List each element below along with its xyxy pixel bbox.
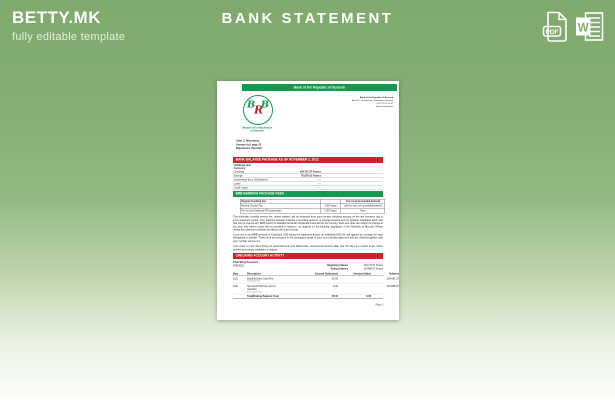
- disclosure-paragraph: This automatic monthly service fee, unless waived, will be deducted from your primary checking account on the last business day of each statement period. Your banking package includes a checking account, a savings account and an optional Cashback debit card that can be used at any BRB branch or affiliated terminal in Bujumbura and across the country. Fees and rates are subject to change at any time and written notice will be provided in advance, as required by the banking regulations of the Republic of Burundi. Please review this statement carefully and keep it for your records.: [232, 215, 383, 231]
- svg-text:PDF: PDF: [545, 29, 559, 36]
- logo-caption: Banque de la République du Burundi: [242, 126, 272, 133]
- bank-address-block: [352, 96, 393, 108]
- statement-body: [232, 157, 399, 307]
- transaction-row: 11/5 Monthly Debit Card Fee (standard fee) 20.00 104,691.57: [232, 276, 399, 283]
- fees-table-row: Fee for use Cashback ATM transaction 2.00 Francs None: [240, 208, 384, 213]
- svg-text:W: W: [577, 22, 589, 35]
- balance-summary: [306, 264, 383, 271]
- download-actions: [542, 11, 605, 46]
- balance-row: Credit Cards -----: [233, 186, 383, 190]
- activity-table-header: Date Description Amount Subtracted Amount Added Balance: [232, 272, 399, 276]
- logo-letter: B: [260, 98, 269, 110]
- account-number: 87654321: [232, 263, 245, 267]
- balance-row: Investments (incl. CDs/shares) -----: [233, 178, 383, 182]
- transaction-row: 11/8 Non-bank ATM fee (out of network) (transaction fee) 5.00 104,686.57: [232, 284, 399, 293]
- brand-logo[interactable]: BETTY.MK: [12, 8, 101, 27]
- summary-row: Beginning balance 104,711.57 Francs: [327, 264, 383, 267]
- recipient-line: Avenue du Large 22: [235, 142, 262, 146]
- account-type-label: Checking Account: [232, 260, 258, 264]
- disclosure-paragraph: If you use a non-BRB terminal or Cashback ATM during the statement period, an additional ATM fee will appear as a charge for each withdrawal or transfer. These fees are itemized in the transaction detail of your next monthly statement and are debited together with your monthly service fee.: [232, 233, 383, 243]
- balance-row: Loans -----: [233, 182, 383, 186]
- balance-row: Savings 70,876.51 Francs: [233, 174, 383, 178]
- word-download-button[interactable]: [575, 11, 605, 45]
- page-number: Page 1: [375, 303, 383, 307]
- activity-total-row: Total/Ending Balance Total 25.00 0.00: [233, 294, 383, 298]
- balance-row: Checking 104,711.57 Francs: [233, 170, 383, 174]
- bank-address-line: https://www.brb.bi: [375, 105, 393, 108]
- page-title: BANK STATEMENT: [221, 10, 394, 27]
- summary-row: Ending balance 104,686.57 Francs: [330, 267, 383, 270]
- recipient-line: Jean C. Niyonkuru: [235, 139, 260, 143]
- fees-table: [240, 199, 385, 213]
- holdings-label: Holdings and Currency: [233, 163, 251, 170]
- balance-table: [233, 170, 383, 190]
- brand-tagline: fully editable template: [12, 31, 126, 43]
- recipient-address-block: [236, 139, 262, 150]
- brb-bank-logo: [243, 95, 273, 125]
- fees-table-row: Monthly Service Fee 0.00 Francs (this fee can not be avoided/waived): [240, 204, 384, 209]
- fees-disclosure-text: [233, 215, 383, 251]
- logo-letter: R: [253, 103, 264, 117]
- balance-section-header: BANK BALANCE PACKAGE AS OF NOVEMBER 1, 2021: [233, 157, 383, 163]
- bank-address-line: Bank of the Republic of Burundi: [359, 96, 393, 99]
- fees-section-header: BRB BANKING PACKAGE FEES: [233, 191, 383, 197]
- word-file-icon: [575, 22, 605, 45]
- logo-letter: B: [246, 98, 256, 110]
- disclosure-paragraph: If you refer to your client library of saved Records and Statements, selected documents older than 60 days are moved to the online archive and remain available on request.: [232, 244, 383, 251]
- pdf-file-icon: [542, 31, 569, 46]
- bank-statement-preview[interactable]: [217, 81, 399, 320]
- pdf-download-button[interactable]: [542, 11, 569, 46]
- statement-top-bar: Bank of the Republic of Burundi: [242, 84, 397, 91]
- activity-section-header: CHECKING ACCOUNT ACTIVITY: [233, 253, 383, 259]
- recipient-line: Bujumbura, Burundi: [235, 146, 262, 150]
- bank-address-line: Ave M. L. Rwagasore, Bujumbura, Burundi: [351, 99, 393, 102]
- account-summary-row: [233, 264, 383, 271]
- bank-address-line: +257 22 20 51 42: [376, 102, 393, 105]
- bank-statement-page: [217, 81, 399, 320]
- fees-table-header-row: Regular Checking fees how it can be avoided (waived): [240, 199, 384, 203]
